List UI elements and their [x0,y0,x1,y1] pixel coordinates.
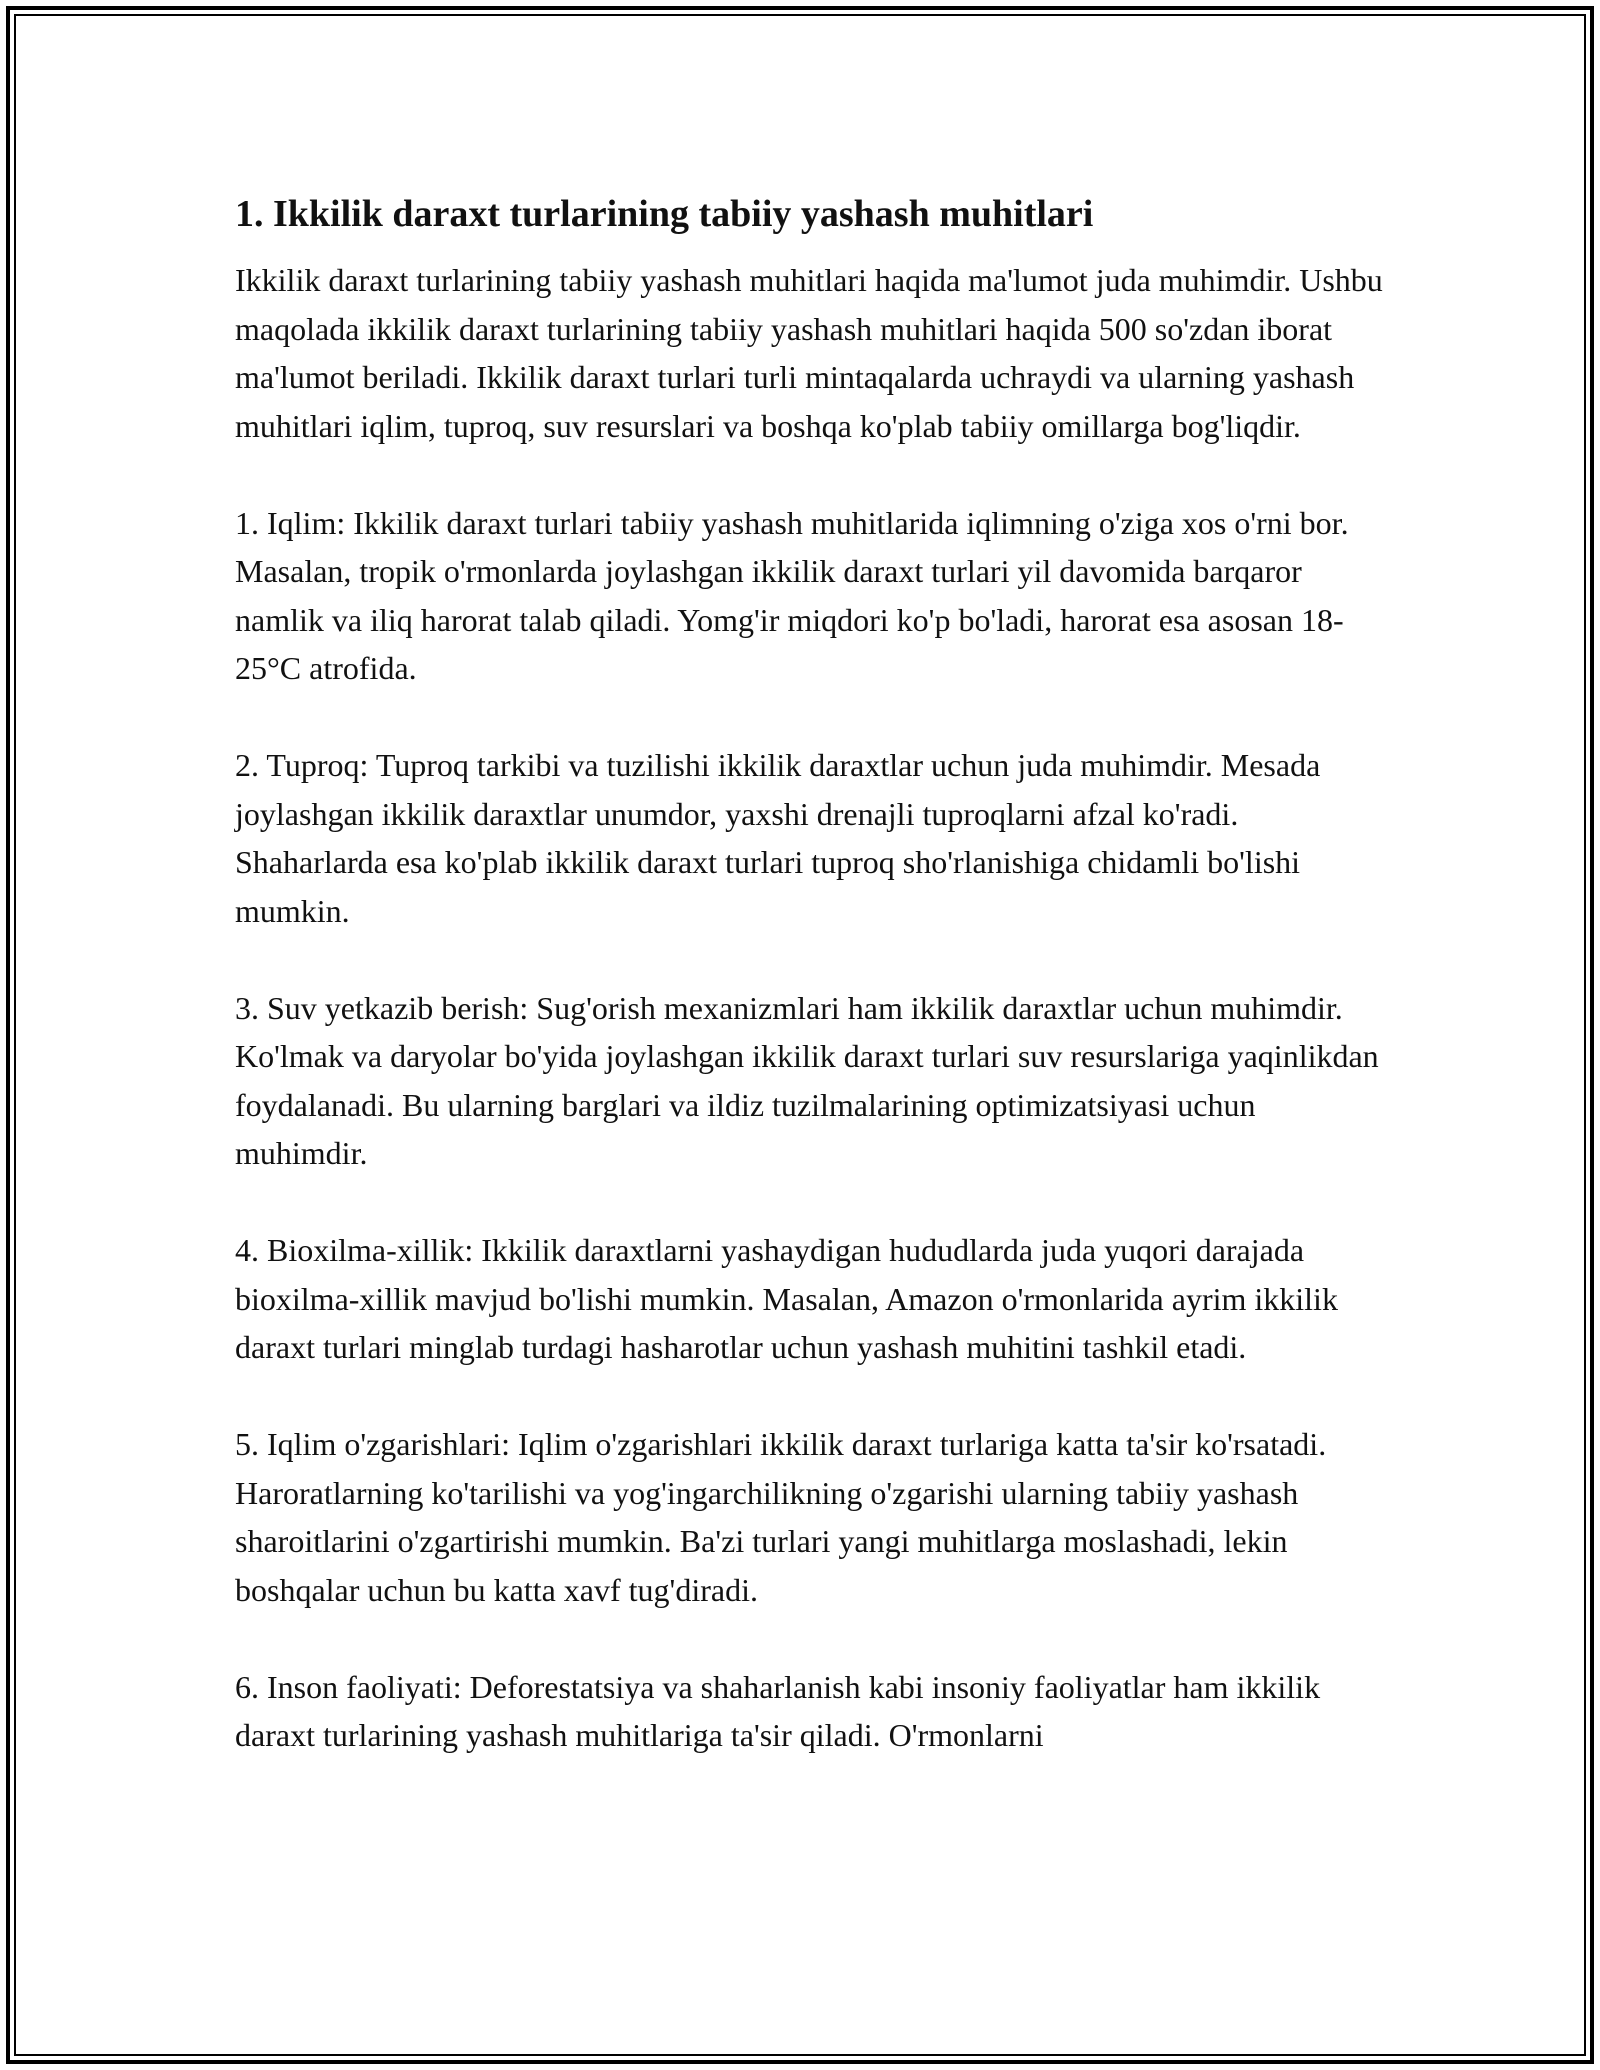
paragraph-climate-change: 5. Iqlim o'zgarishlari: Iqlim o'zgarishlari ikkilik daraxt turlariga katta ta'sir ko'rsatadi. Haroratlarning ko'tarilishi va yog'ingarchilikning o'zgarishi ularning tabiiy yashash sharoitlarini o'zgartirishi mumkin. Ba'zi turlari yangi muhitlarga moslashadi, lekin boshqalar uchun bu katta xavf tug'diradi. [235,1426,1327,1608]
paragraph-soil: 2. Tuproq: Tuproq tarkibi va tuzilishi ikkilik daraxtlar uchun juda muhimdir. Mesada joylashgan ikkilik daraxtlar unumdor, yaxshi drenajli tuproqlarni afzal ko'radi. Shaharlarda esa ko'plab ikkilik daraxt turlari tuproq sho'rlanishiga chidamli bo'lishi mumkin. [235,747,1321,929]
intro-paragraph: Ikkilik daraxt turlarining tabiiy yashash muhitlari haqida ma'lumot juda muhimdir. Ushbu maqolada ikkilik daraxt turlarining tabiiy yashash muhitlari haqida 500 so'zdan iborat ma'lumot beriladi. Ikkilik daraxt turlari turli mintaqalarda uchraydi va ularning yashash muhitlari iqlim, tuproq, suv resurslari va boshqa ko'plab tabiiy omillarga bog'liqdir. [235,262,1383,444]
paragraph-biodiversity: 4. Bioxilma-xillik: Ikkilik daraxtlarni yashaydigan hududlarda juda yuqori darajada bioxilma-xillik mavjud bo'lishi mumkin. Masalan, Amazon o'rmonlarida ayrim ikkilik daraxt turlari minglab turdagi hasharotlar uchun yashash muhitini tashkil etadi. [235,1232,1338,1365]
document-body [235,186,1385,1808]
paragraph-climate: 1. Iqlim: Ikkilik daraxt turlari tabiiy yashash muhitlarida iqlimning o'ziga xos o'rni bor. Masalan, tropik o'rmonlarda joylashgan ikkilik daraxt turlari yil davomida barqaror namlik va iliq harorat talab qiladi. Yomg'ir miqdori ko'p bo'ladi, harorat esa asosan 18-25°C atrofida. [235,504,1349,686]
document-title: 1. Ikkilik daraxt turlarining tabiiy yashash muhitlari [235,193,1094,235]
paragraph-water-supply: 3. Suv yetkazib berish: Sug'orish mexanizmlari ham ikkilik daraxtlar uchun muhimdir. Ko'lmak va daryolar bo'yida joylashgan ikkilik daraxt turlari suv resurslariga yaqinlikdan foydalanadi. Bu ularning barglari va ildiz tuzilmalarining optimizatsiyasi uchun muhimdir. [235,989,1379,1171]
paragraph-human-activity: 6. Inson faoliyati: Deforestatsiya va shaharlanish kabi insoniy faoliyatlar ham ikkilik daraxt turlarining yashash muhitlariga ta'sir qiladi. O'rmonlarni [235,1668,1321,1753]
